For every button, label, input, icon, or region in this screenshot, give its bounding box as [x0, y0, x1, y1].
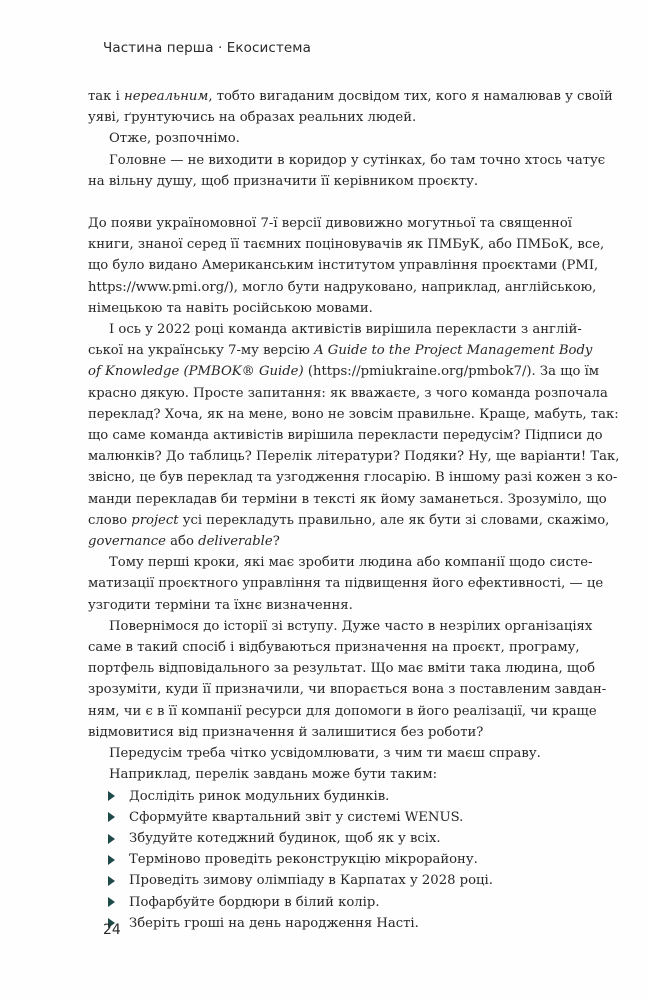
list-item — [88, 786, 572, 807]
italic-book-title: A Guide to the Project Management Body — [314, 343, 593, 359]
paragraph-line: узгодити терміни та їхнє визначення. — [88, 597, 353, 613]
paragraph-line: До появи україномовної 7-ї версії дивовижно могутньої та священної — [88, 216, 572, 232]
paragraph-line: Повернімося до історії зі вступу. Дуже часто в незрілих організаціях — [109, 618, 593, 634]
paragraph-line: звісно, це був переклад та узгодження глосарію. В іншому разі кожен з ко- — [88, 470, 618, 486]
paragraph-line: що саме команда активістів вирішила перекласти передусім? Підписи до — [88, 428, 603, 444]
text-run: ? — [272, 534, 280, 550]
triangle-right-icon — [108, 791, 115, 801]
paragraph-line: саме в такий спосіб і відбуваються призначення на проєкт, програму, — [88, 640, 580, 656]
body-text — [88, 86, 620, 934]
triangle-right-icon — [108, 897, 115, 907]
list-item — [88, 870, 572, 891]
paragraph-line: на вільну душу, щоб призначити її керівником проєкту. — [88, 173, 479, 189]
paragraph: Наприклад, перелік завдань може бути таким: — [109, 767, 438, 783]
paragraph-line — [88, 531, 572, 552]
text-run: , тобто вигаданим досвідом тих, кого я намалював у своїй — [208, 89, 613, 104]
triangle-right-icon — [108, 876, 115, 886]
paragraph-line: матизації проєктного управління та підвищення його ефективності, — це — [88, 576, 604, 592]
list-item-text: Терміново проведіть реконструкцію мікрорайону. — [129, 852, 478, 868]
triangle-right-icon — [108, 834, 115, 844]
list-item — [88, 913, 572, 934]
paragraph-line: переклад? Хоча, як на мене, воно не зовсім правильне. Краще, мабуть, так: — [88, 406, 619, 422]
triangle-right-icon — [108, 812, 115, 822]
paragraph: Передусім треба чітко усвідомлювати, з чим ти маєш справу. — [109, 746, 541, 762]
list-item-text: Сформуйте квартальний звіт у системі WENUS. — [129, 809, 464, 825]
list-item-text: Дослідіть ринок модульних будинків. — [129, 788, 390, 804]
running-head: Частина перша · Екосистема — [103, 40, 311, 56]
paragraph-line: відмовитися від призначення й залишитися без роботи? — [88, 724, 484, 740]
paragraph-line: портфель відповідального за результат. Що має вміти така людина, щоб — [88, 661, 596, 677]
paragraph-line: ням, чи є в її компанії ресурси для допомоги в його реалізації, чи краще — [88, 703, 597, 719]
paragraph-line: манди перекладав би терміни в тексті як йому заманеться. Зрозуміло, що — [88, 491, 607, 507]
list-item-text: Збудуйте котеджний будинок, щоб як у всіх. — [129, 830, 441, 846]
italic-term: governance — [88, 534, 166, 550]
paragraph-line — [88, 340, 593, 361]
section-gap — [88, 192, 572, 213]
text-run: усі перекладуть правильно, але як бути зі словами, скажімо, — [178, 512, 610, 528]
paragraph-line: уяві, ґрунтуючись на образах реальних людей. — [88, 110, 417, 126]
paragraph-line: книги, знаної серед її таємних поціновувачів як ПМБуК, або ПМБоК, все, — [88, 237, 605, 253]
paragraph-line: https://www.pmi.org/), могло бути надруковано, наприклад, англійською, — [88, 279, 597, 295]
text-run: (https://pmiukraine.org/pmbok7/). За що їм — [303, 364, 600, 380]
text-run: слово — [88, 512, 132, 528]
list-item — [88, 807, 572, 828]
page-number: 24 — [103, 922, 121, 938]
italic-term: project — [131, 512, 179, 528]
list-item — [88, 849, 572, 870]
paragraph-line: Тому перші кроки, які має зробити людина або компанії щодо систе- — [109, 555, 593, 571]
list-item-text: Пофарбуйте бордюри в білий колір. — [129, 894, 380, 910]
italic-book-title: of Knowledge (PMBOK® Guide) — [88, 364, 304, 380]
triangle-right-icon — [108, 855, 115, 865]
paragraph-line: І ось у 2022 році команда активістів вирішила перекласти з англій- — [109, 322, 582, 338]
paragraph-line — [88, 361, 600, 382]
paragraph-line: Головне — не виходити в коридор у сутінках, бо там точно хтось чатує — [109, 152, 606, 168]
paragraph-line: малюнків? До таблиць? Перелік літератури? Подяки? Ну, ще варіанти! Так, — [88, 449, 620, 465]
list-item-text: Зберіть гроші на день народження Насті. — [129, 915, 419, 931]
text-run: так і — [88, 89, 125, 104]
paragraph-line: зрозуміти, куди її призначили, чи впорається вона з поставленим завдан- — [88, 682, 607, 698]
task-list — [88, 786, 572, 934]
paragraph: Отже, розпочнімо. — [109, 131, 240, 147]
list-item-text: Проведіть зимову олімпіаду в Карпатах у 2028 році. — [129, 873, 493, 889]
paragraph-line: німецькою та навіть російською мовами. — [88, 300, 373, 316]
text-run: або — [165, 534, 199, 550]
paragraph-line — [88, 510, 610, 531]
list-item — [88, 892, 572, 913]
italic-term: нереальним — [124, 89, 209, 104]
paragraph-line: що було видано Американським інститутом управління проєктами (PMI, — [88, 258, 599, 274]
italic-term: deliverable — [198, 534, 273, 550]
list-item — [88, 828, 572, 849]
paragraph-line: красно дякую. Просте запитання: як вважаєте, з чого команда розпочала — [88, 385, 608, 401]
paragraph-line — [88, 86, 613, 107]
text-run: ської на українську 7-му версію — [88, 343, 315, 359]
